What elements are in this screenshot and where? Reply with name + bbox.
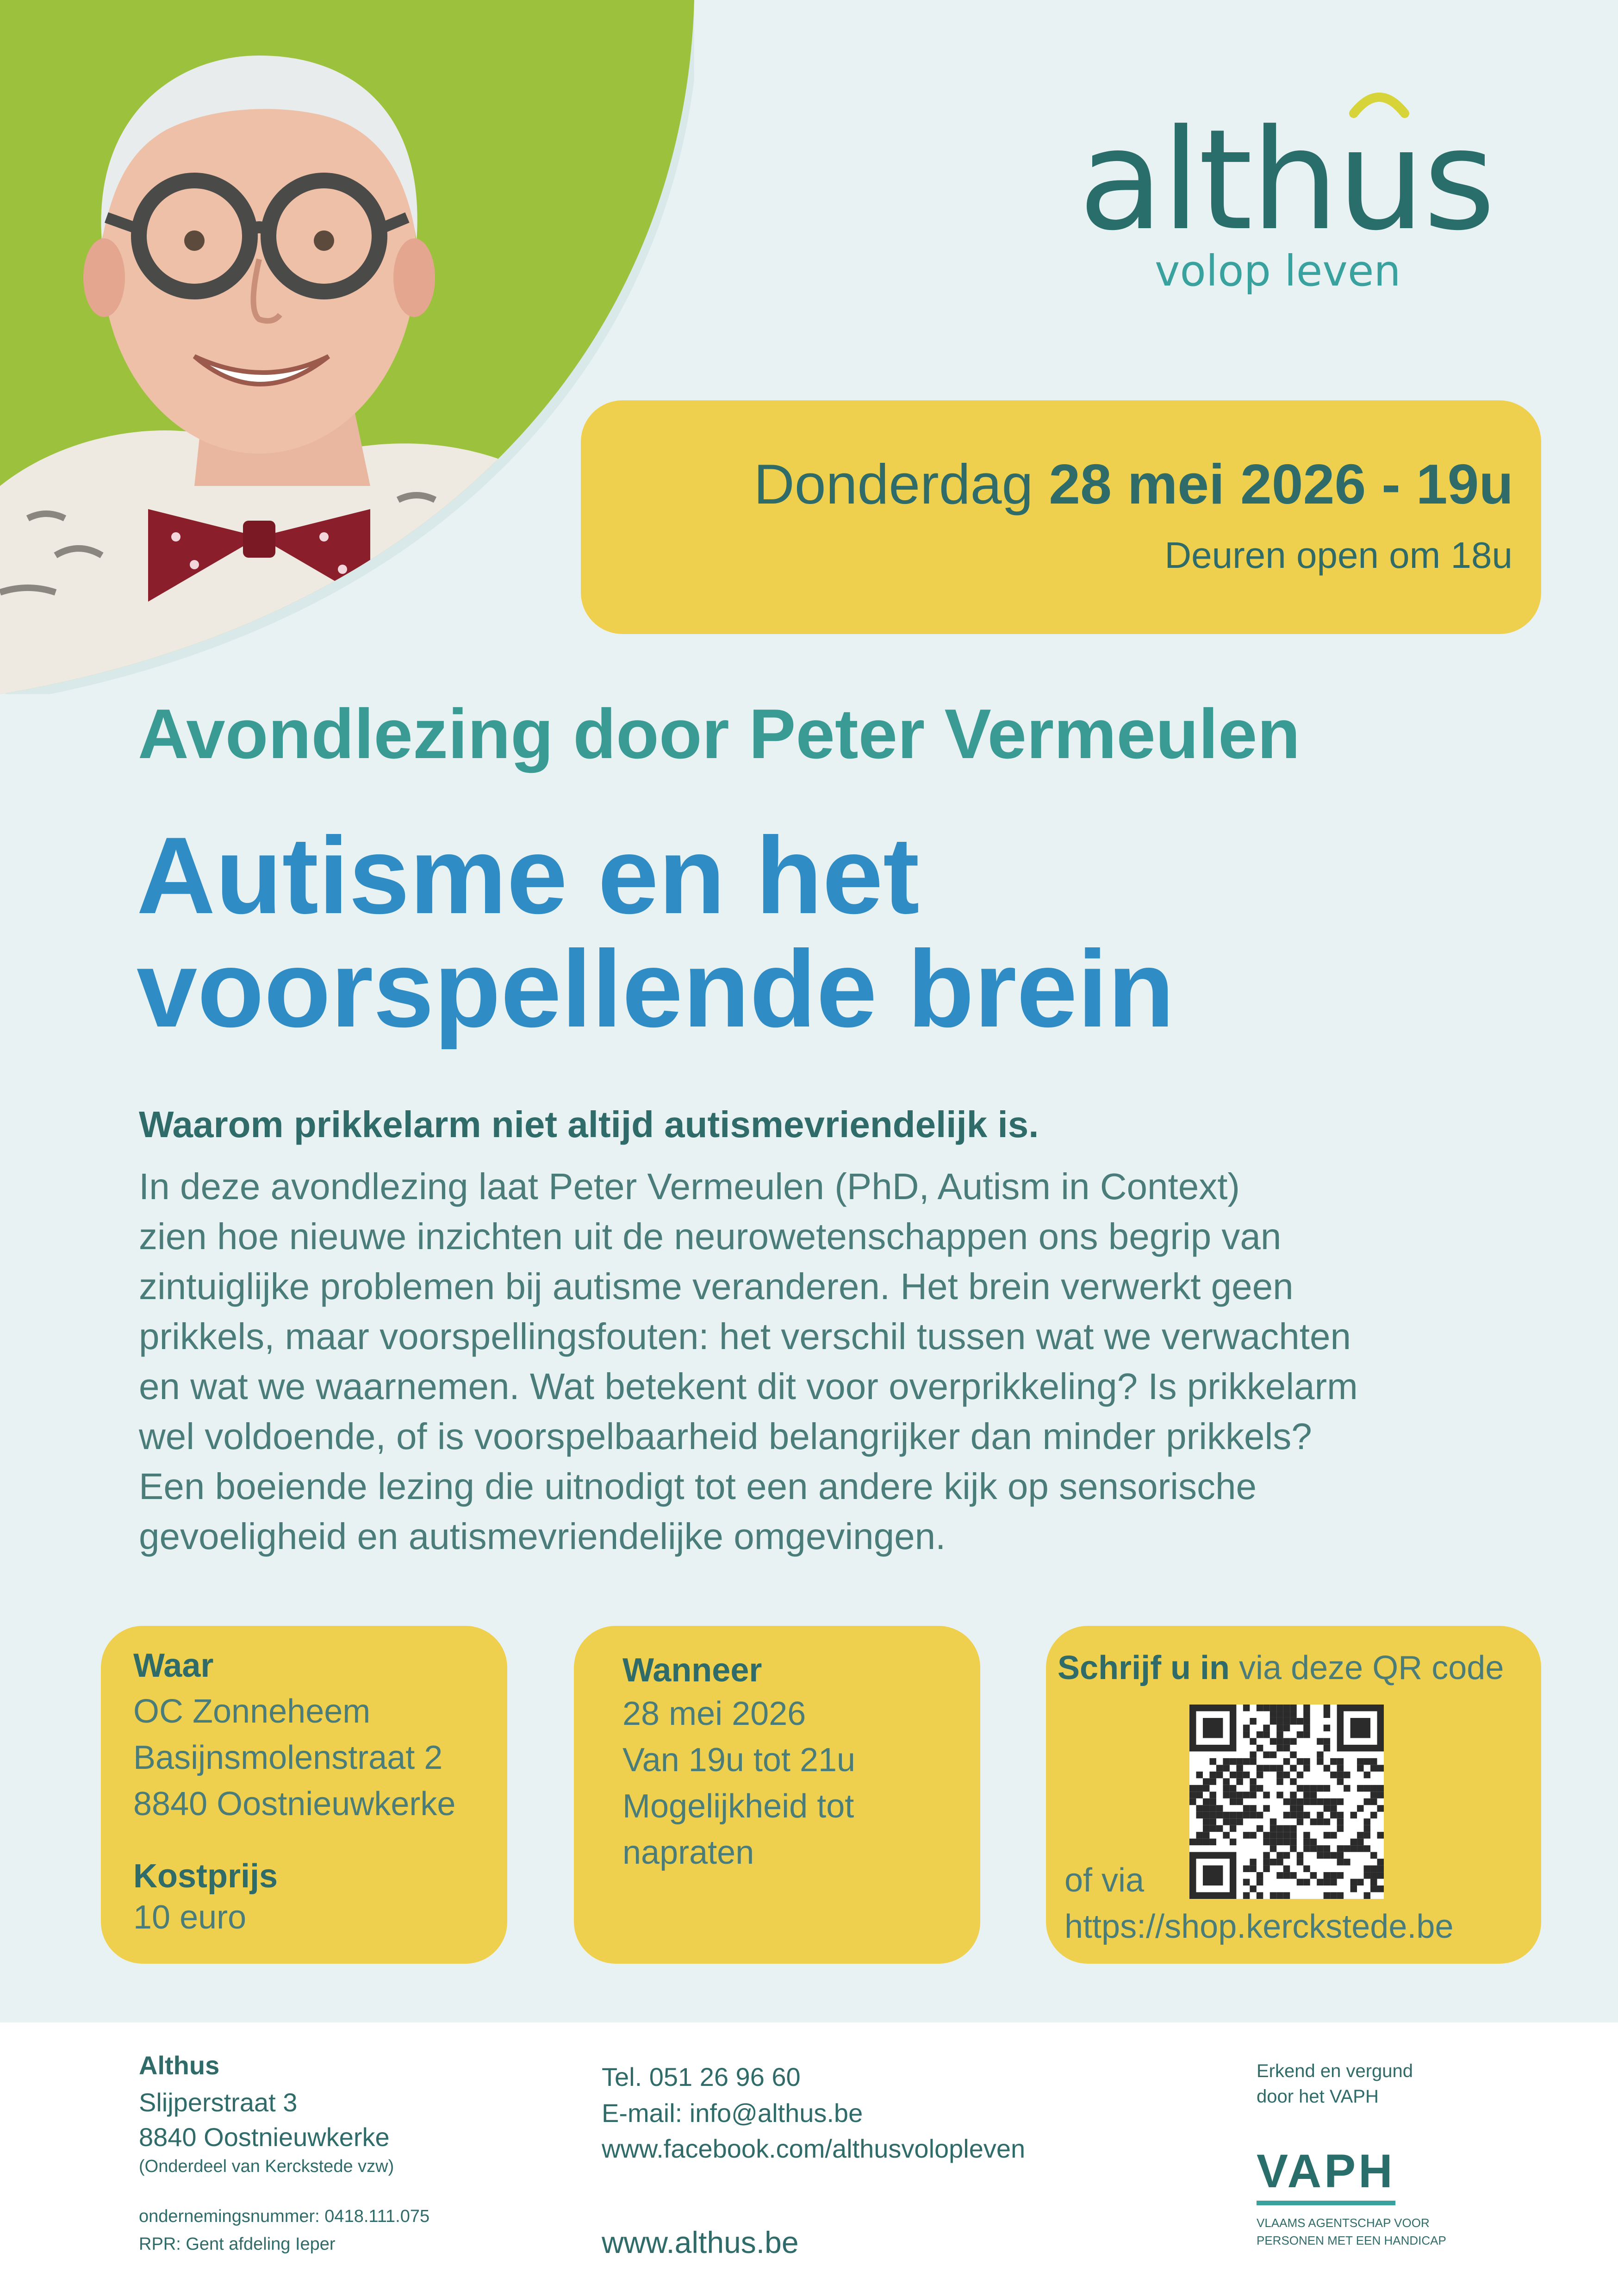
footer-org: Althus — [139, 2051, 220, 2080]
footer-address-line: 8840 Oostnieuwkerke — [139, 2122, 390, 2152]
description-line: zintuiglijke problemen bij autisme veranderen. Het brein verwerkt geen — [139, 1266, 1294, 1307]
register-link[interactable]: https://shop.kerckstede.be — [1064, 1908, 1454, 1945]
description-line: wel voldoende, of is voorspelbaarheid belangrijker dan minder prikkels? — [139, 1416, 1312, 1457]
description-line: In deze avondlezing laat Peter Vermeulen (PhD, Autism in Context) — [139, 1166, 1240, 1207]
lead-text: Waarom prikkelarm niet altijd autismevriendelijk is. — [139, 1104, 1039, 1145]
description — [139, 1162, 1481, 1562]
footer-website-link[interactable]: www.althus.be — [602, 2225, 799, 2259]
footer-email[interactable]: E-mail: info@althus.be — [602, 2098, 863, 2128]
when-line: Mogelijkheid tot — [622, 1788, 854, 1825]
register-heading-rest: via deze QR code — [1239, 1649, 1504, 1686]
when-details — [622, 1691, 855, 1876]
footer-facebook-link[interactable]: www.facebook.com/althusvolopleven — [602, 2134, 1026, 2163]
description-line: zien hoe nieuwe inzichten uit de neurowetenschappen ons begrip van — [139, 1216, 1282, 1257]
footer-parent-org: (Onderdeel van Kerckstede vzw) — [139, 2157, 394, 2176]
event-day: Donderdag — [753, 453, 1033, 516]
vaph-subtitle-line: VLAAMS AGENTSCHAP VOOR — [1257, 2216, 1430, 2230]
description-line: gevoeligheid en autismevriendelijke omgevingen. — [139, 1516, 946, 1557]
when-line: 28 mei 2026 — [622, 1695, 806, 1732]
where-address — [133, 1688, 455, 1827]
where-heading: Waar — [133, 1647, 214, 1684]
when-card — [574, 1626, 980, 1964]
vaph-subtitle-line: PERSONEN MET EEN HANDICAP — [1257, 2234, 1446, 2247]
price-value: 10 euro — [133, 1899, 247, 1936]
qr-code[interactable] — [1189, 1705, 1384, 1899]
register-card — [1046, 1626, 1541, 1964]
when-line: Van 19u tot 21u — [622, 1742, 856, 1779]
title-line: voorspellende brein — [137, 928, 1175, 1050]
description-line: Een boeiende lezing die uitnodigt tot een andere kijk op sensorische — [139, 1466, 1257, 1507]
price-heading: Kostprijs — [133, 1858, 278, 1895]
vaph-recognition-line: Erkend en vergund — [1257, 2061, 1413, 2081]
event-date-time: 28 mei 2026 - 19u — [1049, 453, 1513, 516]
vaph-logo: VAPH — [1257, 2145, 1395, 2197]
event-title — [137, 815, 1525, 1050]
where-card — [101, 1626, 507, 1964]
footer-phone[interactable]: Tel. 051 26 96 60 — [602, 2062, 801, 2091]
vaph-recognition-line: door het VAPH — [1257, 2086, 1379, 2107]
vaph-logo-bar — [1257, 2201, 1395, 2205]
address-line: Basijnsmolenstraat 2 — [133, 1739, 443, 1776]
register-heading-bold: Schrijf u in — [1058, 1649, 1230, 1686]
event-date — [753, 453, 1513, 516]
address-line: 8840 Oostnieuwkerke — [133, 1786, 456, 1823]
event-subtitle: Avondlezing door Peter Vermeulen — [138, 695, 1301, 773]
when-heading: Wanneer — [622, 1652, 762, 1689]
logo-tagline: volop leven — [1155, 246, 1401, 296]
qr-code-icon — [1189, 1705, 1384, 1899]
footer-company-number: ondernemingsnummer: 0418.111.075 — [139, 2207, 430, 2226]
footer-address-line: Slijperstraat 3 — [139, 2088, 298, 2117]
logo-wordmark: althus — [1078, 100, 1494, 261]
footer-rpr: RPR: Gent afdeling Ieper — [139, 2234, 336, 2254]
register-heading — [1058, 1651, 1504, 1685]
description-line: en wat we waarnemen. Wat betekent dit voor overprikkeling? Is prikkelarm — [139, 1366, 1358, 1407]
footer — [0, 2022, 1618, 2296]
title-line: Autisme en het — [137, 815, 920, 937]
doors-open: Deuren open om 18u — [1164, 535, 1512, 576]
address-line: OC Zonneheem — [133, 1693, 371, 1730]
date-box — [581, 400, 1541, 634]
when-line: napraten — [622, 1834, 754, 1871]
description-line: prikkels, maar voorspellingsfouten: het verschil tussen wat we verwachten — [139, 1316, 1351, 1357]
or-via-label: of via — [1064, 1862, 1145, 1899]
